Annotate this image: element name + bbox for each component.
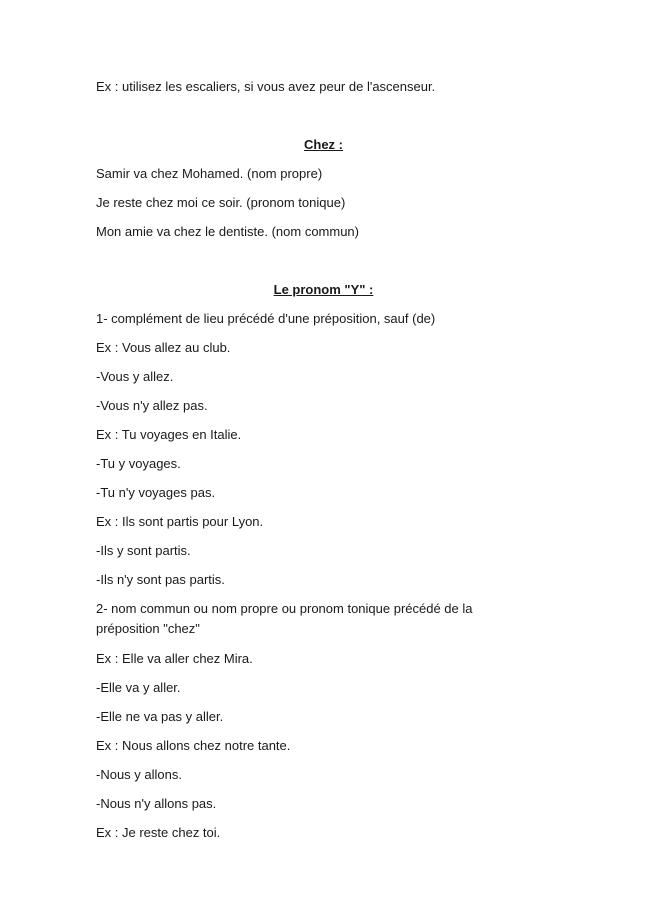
example-line: Ex : Elle va aller chez Mira.: [96, 651, 253, 666]
example-line: -Ils y sont partis.: [96, 543, 191, 558]
example-line: -Vous n'y allez pas.: [96, 398, 208, 413]
example-line: -Tu n'y voyages pas.: [96, 485, 216, 500]
example-line: -Elle ne va pas y aller.: [96, 709, 224, 724]
chez-line: Samir va chez Mohamed. (nom propre): [96, 166, 323, 181]
example-line: Ex : Vous allez au club.: [96, 340, 231, 355]
example-line: Ex : Je reste chez toi.: [96, 825, 221, 840]
example-line: Ex : Tu voyages en Italie.: [96, 427, 242, 442]
example-line: -Tu y voyages.: [96, 456, 181, 471]
chez-heading: Chez :: [304, 137, 343, 152]
example-line: Ex : Nous allons chez notre tante.: [96, 738, 291, 753]
example-line: -Vous y allez.: [96, 369, 174, 384]
example-line: Ex : Ils sont partis pour Lyon.: [96, 514, 264, 529]
chez-line: Je reste chez moi ce soir. (pronom tonique): [96, 195, 346, 210]
example-line: -Ils n'y sont pas partis.: [96, 572, 225, 587]
chez-line: Mon amie va chez le dentiste. (nom commun): [96, 224, 359, 239]
rule-1: 1- complément de lieu précédé d'une préposition, sauf (de): [96, 311, 436, 326]
example-line: -Elle va y aller.: [96, 680, 181, 695]
example-line: -Nous n'y allons pas.: [96, 796, 217, 811]
intro-example: Ex : utilisez les escaliers, si vous avez peur de l'ascenseur.: [96, 79, 436, 94]
rule-2: 2- nom commun ou nom propre ou pronom tonique précédé de la préposition "chez": [96, 601, 473, 636]
example-line: -Nous y allons.: [96, 767, 182, 782]
pronom-y-heading: Le pronom "Y" :: [273, 282, 374, 297]
